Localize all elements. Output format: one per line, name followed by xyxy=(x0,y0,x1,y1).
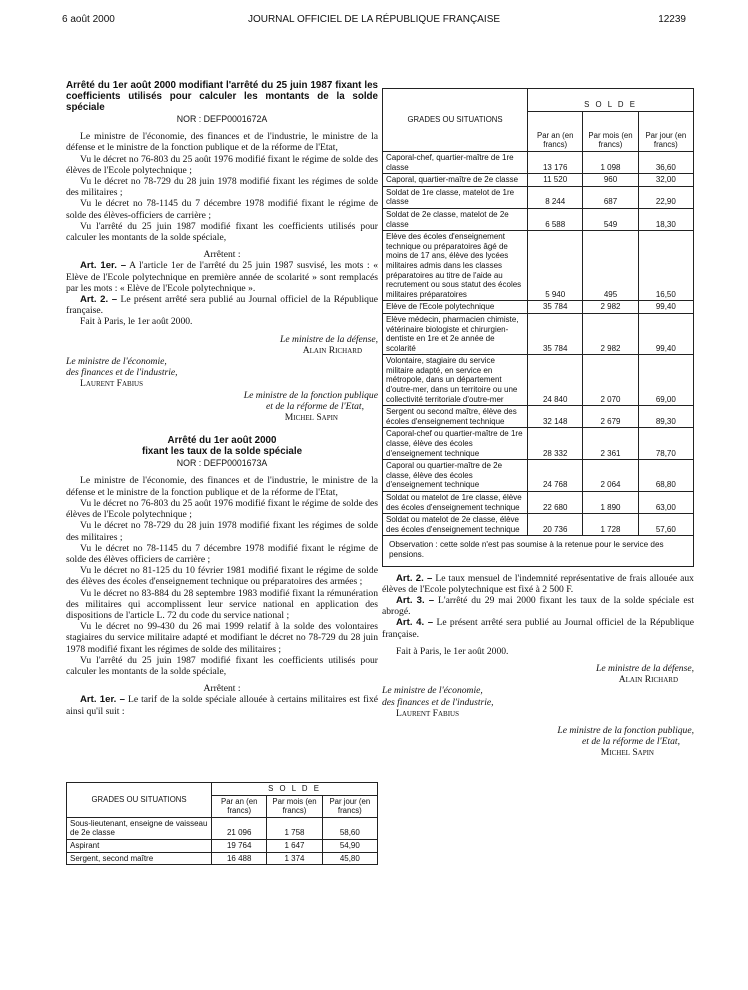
paragraph: Vu le décret no 76-803 du 25 août 1976 modifié fixant le régime de solde des élèves de l'Ecole polytechnique ; xyxy=(66,153,378,176)
table-body xyxy=(67,817,378,864)
right-column xyxy=(382,88,694,759)
grade-cell: Soldat de 1re classe, matelot de 1re classe xyxy=(383,186,528,208)
par-jour-cell: 68,80 xyxy=(638,460,693,492)
par-an-cell: 28 332 xyxy=(528,428,583,460)
paragraph: Le ministre de l'économie, des finances et de l'industrie, le ministre de la défense et le ministre de la fonction publique et de la réforme de l'Etat, xyxy=(66,475,378,498)
table-body xyxy=(383,152,694,536)
signature-name: Laurent Fabius xyxy=(80,378,143,390)
par-an-cell: 32 148 xyxy=(528,406,583,428)
par-jour-cell: 54,90 xyxy=(322,839,377,852)
article-head: Art. 3. – xyxy=(396,594,435,606)
par-mois-cell: 2 982 xyxy=(583,313,638,354)
col-par-mois: Par mois (en francs) xyxy=(583,111,638,151)
grade-cell: Sergent, second maître xyxy=(67,852,212,865)
par-jour-cell: 78,70 xyxy=(638,428,693,460)
paragraph: Vu le décret no 78-1145 du 7 décembre 1978 modifié fixant le régime de solde des élèves-officiers de carrière ; xyxy=(66,198,378,221)
par-jour-cell: 32,00 xyxy=(638,174,693,187)
article-text: Le présent arrêté sera publié au Journal officiel de la République française. xyxy=(382,617,695,640)
page-number: 12239 xyxy=(658,14,686,25)
grade-cell: Soldat ou matelot de 2e classe, élève des écoles d'enseignement technique xyxy=(383,514,528,536)
col-solde: S O L D E xyxy=(212,783,378,796)
col-grades: GRADES OU SITUATIONS xyxy=(383,89,528,152)
table-row xyxy=(383,186,694,208)
article-head: Art. 2. – xyxy=(80,294,118,306)
arretent: Arrêtent : xyxy=(203,249,241,261)
article-text: A l'article 1er de l'arrêté du 25 juin 1987 susvisé, les mots : « Elève de l'Ecole polytechnique en première année de scolarité » sont remplacés par les mots : « Elève de l'Ecole polytechnique ». xyxy=(66,260,378,294)
article-2 xyxy=(382,573,694,595)
par-jour-cell: 63,00 xyxy=(638,492,693,514)
grade-cell: Sergent ou second maître, élève des écoles d'enseignement technique xyxy=(383,406,528,428)
fait-a-paris: Fait à Paris, le 1er août 2000. xyxy=(396,645,509,657)
paragraph: Vu le décret no 78-729 du 28 juin 1978 modifié fixant les régimes de solde des militaires ; xyxy=(66,520,378,543)
table-row xyxy=(383,492,694,514)
signature-name: Alain Richard xyxy=(302,344,362,356)
table-row xyxy=(383,174,694,187)
par-mois-cell: 960 xyxy=(583,174,638,187)
signature-role: Le ministre de l'économie, xyxy=(382,685,483,697)
page-header xyxy=(62,14,686,30)
article-1 xyxy=(66,694,378,716)
par-an-cell: 6 588 xyxy=(528,208,583,230)
observation: Observation : cette solde n'est pas soumise à la retenue pour le service des pensions. xyxy=(382,536,694,566)
article-head: Art. 4. – xyxy=(396,617,434,629)
par-jour-cell: 58,60 xyxy=(322,817,377,839)
par-an-cell: 13 176 xyxy=(528,152,583,174)
paragraph: Le ministre de l'économie, des finances et de l'industrie, le ministre de la défense et le ministre de la fonction publique et de la réforme de l'Etat, xyxy=(66,131,378,154)
signature-name: Laurent Fabius xyxy=(396,707,459,719)
par-jour-cell: 89,30 xyxy=(638,406,693,428)
grade-cell: Elève de l'Ecole polytechnique xyxy=(383,301,528,314)
par-mois-cell: 495 xyxy=(583,231,638,301)
par-jour-cell: 99,40 xyxy=(638,313,693,354)
table-row xyxy=(383,428,694,460)
arrete1-nor: NOR : DEFP0001672A xyxy=(176,114,268,124)
par-an-cell: 22 680 xyxy=(528,492,583,514)
par-mois-cell: 1 758 xyxy=(267,817,322,839)
par-mois-cell: 549 xyxy=(583,208,638,230)
table-row xyxy=(67,817,378,839)
arrete2-subtitle: fixant les taux de la solde spéciale xyxy=(141,446,303,458)
signature-role: et de la réforme de l'Etat, xyxy=(582,736,680,748)
grade-cell: Aspirant xyxy=(67,839,212,852)
arrete2-title: Arrêté du 1er août 2000 xyxy=(167,435,277,447)
arrete2-nor: NOR : DEFP0001673A xyxy=(176,458,268,469)
grade-cell: Caporal-chef ou quartier-maître de 1re classe, élève des écoles d'enseignement technique xyxy=(383,428,528,460)
fait-a-paris: Fait à Paris, le 1er août 2000. xyxy=(80,316,193,328)
arrete1-body xyxy=(66,131,378,243)
par-jour-cell: 57,60 xyxy=(638,514,693,536)
col-par-an: Par an (en francs) xyxy=(212,795,267,817)
signature-name: Michel Sapin xyxy=(284,412,338,424)
signature-role: Le ministre de la défense, xyxy=(280,333,378,345)
signature-role: Le ministre de la défense, xyxy=(596,662,694,674)
signature-role: Le ministre de la fonction publique, xyxy=(557,725,694,736)
paragraph: Vu l'arrêté du 25 juin 1987 modifié fixant les coefficients utilisés pour calculer les montants de la solde spéciale, xyxy=(66,654,378,677)
signature-role: des finances et de l'industrie, xyxy=(66,367,178,379)
grade-cell: Caporal, quartier-maître de 2e classe xyxy=(383,174,528,187)
table-row xyxy=(383,231,694,301)
par-an-cell: 19 764 xyxy=(212,839,267,852)
journal-title: JOURNAL OFFICIEL DE LA RÉPUBLIQUE FRANÇAISE xyxy=(247,14,501,25)
article-text: Le taux mensuel de l'indemnité représentative de frais allouée aux élèves de l'Ecole polytechnique est fixé à 2 500 F. xyxy=(382,572,694,595)
table-row xyxy=(383,406,694,428)
grade-cell: Caporal ou quartier-maître de 2e classe, élève des écoles d'enseignement technique xyxy=(383,460,528,492)
table-row xyxy=(383,355,694,406)
article-head: Art. 1er. – xyxy=(80,260,127,272)
grade-cell: Sous-lieutenant, enseigne de vaisseau de 2e classe xyxy=(67,817,212,839)
col-par-an: Par an (en francs) xyxy=(528,111,583,151)
par-mois-cell: 687 xyxy=(583,186,638,208)
par-jour-cell: 69,00 xyxy=(638,355,693,406)
article-head: Art. 2. – xyxy=(396,572,433,584)
par-an-cell: 20 736 xyxy=(528,514,583,536)
signature-role: Le ministre de la fonction publique xyxy=(243,389,378,401)
article-2 xyxy=(66,294,378,316)
table-row xyxy=(383,460,694,492)
arrete2-body xyxy=(66,475,378,677)
par-mois-cell: 1 647 xyxy=(267,839,322,852)
arrete1-title: Arrêté du 1er août 2000 modifiant l'arrêté du 25 juin 1987 fixant les coefficients utilisés pour calculer les montants de la solde spéciale xyxy=(66,80,378,113)
grade-cell: Caporal-chef, quartier-maître de 1re classe xyxy=(383,152,528,174)
grade-cell: Soldat ou matelot de 1re classe, élève des écoles d'enseignement technique xyxy=(383,492,528,514)
grade-cell: Soldat de 2e classe, matelot de 2e classe xyxy=(383,208,528,230)
grade-cell: Elève médecin, pharmacien chimiste, vétérinaire biologiste et chirurgien-dentiste en 1re et 2e année de scolarité xyxy=(383,313,528,354)
signature-role: Le ministre de l'économie, xyxy=(66,356,167,368)
paragraph: Vu le décret no 99-430 du 26 mai 1999 relatif à la solde des volontaires stagiaires du service militaire adapté et modifiant le décret no 78-729 du 28 juin 1978 modifié fixant les régimes de solde des militaires ; xyxy=(66,621,378,655)
article-text: Le tarif de la solde spéciale allouée à certains militaires est fixé ainsi qu'il suit : xyxy=(66,694,378,717)
table-row xyxy=(383,514,694,536)
par-an-cell: 8 244 xyxy=(528,186,583,208)
par-mois-cell: 2 361 xyxy=(583,428,638,460)
signature-name: Michel Sapin xyxy=(600,747,654,759)
signature-name: Alain Richard xyxy=(618,674,678,686)
par-an-cell: 24 840 xyxy=(528,355,583,406)
article-1 xyxy=(66,260,378,294)
par-jour-cell: 16,50 xyxy=(638,231,693,301)
par-an-cell: 11 520 xyxy=(528,174,583,187)
col-grades: GRADES OU SITUATIONS xyxy=(67,783,212,818)
par-an-cell: 21 096 xyxy=(212,817,267,839)
paragraph: Vu le décret no 83-884 du 28 septembre 1983 modifié fixant la rémunération des militaires qui accomplissent leur service national en application des dispositions de l'article L. 72 du code du service national ; xyxy=(66,587,378,621)
grade-cell: Volontaire, stagiaire du service militaire adapté, en service en métropole, dans un département d'outre-mer, dans un territoire ou une collectivité territoriale d'outre-mer xyxy=(383,355,528,406)
solde-table-part2 xyxy=(382,88,694,567)
article-4 xyxy=(382,617,694,639)
paragraph: Vu le décret no 78-729 du 28 juin 1978 modifié fixant les régimes de solde des militaires ; xyxy=(66,176,378,199)
col-solde: S O L D E xyxy=(528,89,694,112)
article-3 xyxy=(382,595,694,617)
par-an-cell: 35 784 xyxy=(528,313,583,354)
col-par-mois: Par mois (en francs) xyxy=(267,795,322,817)
table-row xyxy=(383,208,694,230)
par-mois-cell: 2 679 xyxy=(583,406,638,428)
par-mois-cell: 2 982 xyxy=(583,301,638,314)
par-jour-cell: 22,90 xyxy=(638,186,693,208)
par-mois-cell: 1 890 xyxy=(583,492,638,514)
table-row xyxy=(383,152,694,174)
par-an-cell: 5 940 xyxy=(528,231,583,301)
paragraph: Vu le décret no 81-125 du 10 février 1981 modifié fixant le régime de solde des élèves des écoles d'enseignement technique ou préparatoires des armées ; xyxy=(66,565,378,588)
table-row xyxy=(383,313,694,354)
article-head: Art. 1er. – xyxy=(80,694,125,706)
article-text: Le présent arrêté sera publié au Journal officiel de la République française. xyxy=(66,294,379,317)
solde-table-part1 xyxy=(66,782,378,865)
table-row xyxy=(67,839,378,852)
par-mois-cell: 1 098 xyxy=(583,152,638,174)
par-an-cell: 16 488 xyxy=(212,852,267,865)
par-jour-cell: 45,80 xyxy=(322,852,377,865)
par-mois-cell: 1 728 xyxy=(583,514,638,536)
table-row xyxy=(67,852,378,865)
par-an-cell: 35 784 xyxy=(528,301,583,314)
par-mois-cell: 2 064 xyxy=(583,460,638,492)
table-row xyxy=(383,301,694,314)
par-jour-cell: 99,40 xyxy=(638,301,693,314)
article-text: L'arrêté du 29 mai 2000 fixant les taux de la solde spéciale est abrogé. xyxy=(382,594,694,618)
signature-role: des finances et de l'industrie, xyxy=(382,696,494,708)
paragraph: Vu le décret no 78-1145 du 7 décembre 1978 modifié fixant le régime de solde des élèves officiers de carrière ; xyxy=(66,542,378,565)
par-jour-cell: 36,60 xyxy=(638,152,693,174)
par-an-cell: 24 768 xyxy=(528,460,583,492)
col-par-jour: Par jour (en francs) xyxy=(322,795,377,817)
left-column xyxy=(66,80,378,717)
grade-cell: Elève des écoles d'enseignement technique ou préparatoires âgé de moins de 17 ans, élève des lycées militaires admis dans les classes préparatoires au titre de l'aide au recrutement ou sous statut des écoles militaires préparatoires xyxy=(383,231,528,301)
par-jour-cell: 18,30 xyxy=(638,208,693,230)
header-date: 6 août 2000 xyxy=(62,14,115,25)
par-mois-cell: 1 374 xyxy=(267,852,322,865)
paragraph: Vu l'arrêté du 25 juin 1987 modifié fixant les coefficients utilisés pour calculer les montants de la solde spéciale, xyxy=(66,220,378,244)
arretent: Arrêtent : xyxy=(203,683,241,695)
paragraph: Vu le décret no 76-803 du 25 août 1976 modifié fixant le régime de solde des élèves de l'Ecole polytechnique ; xyxy=(66,497,378,521)
col-par-jour: Par jour (en francs) xyxy=(638,111,693,151)
par-mois-cell: 2 070 xyxy=(583,355,638,406)
signature-role: et de la réforme de l'Etat, xyxy=(266,400,364,412)
